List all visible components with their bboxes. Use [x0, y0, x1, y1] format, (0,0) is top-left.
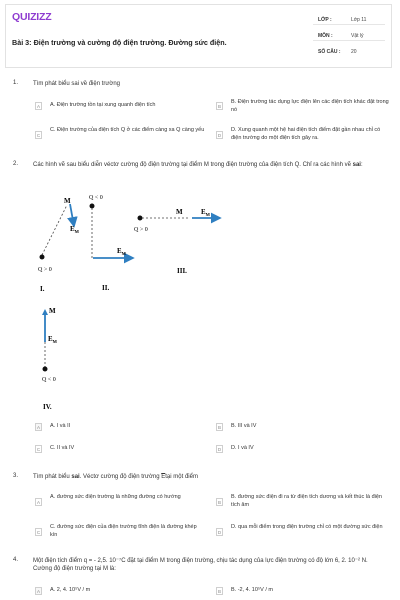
worksheet-title: Bài 3: Điện trường và cường độ điện trường. Đường sức điện. [12, 38, 227, 47]
question-number: 2. [13, 161, 19, 167]
vector-subscript: M [52, 339, 57, 344]
meta-key: SỐ CÂU : [318, 49, 341, 55]
vector-label [48, 335, 58, 344]
option-text: D. qua mỗi điểm trong điện trường chỉ có một đường sức điện [231, 524, 383, 530]
option-text: B. III và IV [231, 423, 257, 429]
figure-3 [134, 208, 220, 275]
field-vector [70, 204, 74, 226]
option-letter-box: D [217, 447, 222, 452]
option-text: C. đường sức điện của điện trường tĩnh điện là đường khép kín [50, 524, 197, 538]
question-text [33, 473, 385, 481]
figure-label: II. [102, 284, 110, 292]
option-letter-box: A [36, 104, 40, 109]
point-label: M [176, 208, 183, 216]
option-letter-box: B [217, 104, 221, 109]
option-letter-box: B [217, 425, 221, 430]
emphasis-sai: sai [352, 162, 361, 168]
question-text-part: . Véctơ cường độ điện trường [79, 474, 162, 480]
meta-value: 20 [351, 49, 357, 55]
electric-field-figures [0, 180, 400, 415]
option-text: D. I và IV [231, 445, 254, 451]
option-letter-box: C [36, 447, 41, 452]
charge-label: Q < 0 [42, 377, 56, 383]
question-text-part: tại một điểm [165, 474, 198, 480]
option-text: A. đường sức điện trường là những đường có hướng [50, 494, 181, 500]
option-letter-box: D [217, 133, 222, 138]
question-text: Một điện tích điểm q = - 2,5. 10⁻⁷C đặt tại điểm M trong điện trường, chịu tác dụng của lực điện trường có độ lớn 6, 2. 10⁻² N. Cường độ điện trường tại M là: [33, 558, 368, 572]
meta-value: Lớp 11 [351, 17, 367, 23]
option-letter-box: C [36, 530, 41, 535]
option-text: A. Điện trường tồn tại xung quanh điện tích [50, 102, 156, 108]
meta-key: MÔN : [318, 33, 333, 39]
option-letter-box: A [36, 500, 40, 505]
option-letter-box: C [36, 133, 41, 138]
figure-label: IV. [43, 403, 52, 411]
point-label: M [64, 197, 71, 205]
option-text: B. Điện trường tác dụng lực điện lên các điện tích khác đặt trong nó [231, 99, 389, 113]
question-number: 3. [13, 473, 19, 479]
figure-4 [42, 307, 58, 411]
option-text: C. II và IV [50, 445, 75, 451]
option-text: B. -2, 4. 10⁵V / m [231, 587, 274, 593]
option-text: B. đường sức điện đi ra từ điện tích dương và kết thúc là điện tích âm [231, 494, 382, 508]
question-text-part: Các hình vẽ sau biểu diễn véctơ cường độ điện trường tại điểm M trong điện trường của điện tích Q. Chỉ ra các hình vẽ [33, 162, 353, 168]
question-text-part: : [360, 162, 363, 168]
option-text: A. I và II [50, 423, 71, 429]
vector-arrowhead [42, 309, 48, 315]
option-letter-box: A [36, 589, 40, 594]
charge-label: Q < 0 [89, 195, 103, 201]
vector-symbol: E [48, 335, 53, 343]
worksheet-meta [313, 9, 385, 56]
option-letter-box: D [217, 530, 222, 535]
meta-row-class [313, 9, 385, 25]
point-label: M [49, 307, 56, 315]
meta-row-subject [313, 25, 385, 41]
figure-1 [38, 197, 80, 293]
option-text: A. 2, 4. 10⁵V / m [50, 587, 91, 593]
figure-label: III. [177, 267, 187, 275]
worksheet-header [5, 4, 392, 68]
question-text [33, 161, 385, 169]
option-letter-box: B [217, 500, 221, 505]
emphasis-sai: sai [71, 474, 80, 480]
option-text: C. Điện trường của điện tích Q ở các điểm càng xa Q càng yếu [50, 127, 205, 133]
vector-label [117, 247, 127, 256]
vector-e-symbol: $\overline{E}$ [161, 474, 166, 480]
figure-2 [89, 195, 133, 292]
meta-row-count [313, 41, 385, 56]
vector-subscript: M [205, 212, 210, 217]
option-letter-box: A [36, 425, 40, 430]
charge-point [138, 216, 143, 221]
option-letter-box: B [217, 589, 221, 594]
vector-label [70, 225, 80, 234]
option-text: D. Xung quanh một hệ hai điện tích điểm đặt gần nhau chỉ có điện trường do một điện tích gây ra. [231, 127, 381, 141]
question-number: 4. [13, 557, 19, 563]
vector-symbol: E [201, 208, 206, 216]
quizizz-logo: QUIZIZZ [12, 11, 52, 23]
charge-point [43, 367, 48, 372]
vector-label [201, 208, 211, 217]
field-line [42, 205, 67, 255]
meta-value: Vật lý [351, 33, 364, 39]
vector-subscript: M [121, 251, 126, 256]
charge-point [40, 255, 45, 260]
question-text: Tìm phát biểu sai về điện trường [33, 81, 120, 87]
charge-point [90, 204, 95, 209]
question-number: 1. [13, 80, 19, 86]
question-text-part: Tìm phát biểu [33, 474, 72, 480]
meta-key: LỚP : [318, 17, 332, 23]
vector-symbol: E [70, 225, 75, 233]
charge-label: Q > 0 [38, 267, 52, 273]
vector-symbol: E [117, 247, 122, 255]
charge-label: Q > 0 [134, 227, 148, 233]
vector-subscript: M [74, 229, 79, 234]
figure-label: I. [40, 285, 45, 293]
